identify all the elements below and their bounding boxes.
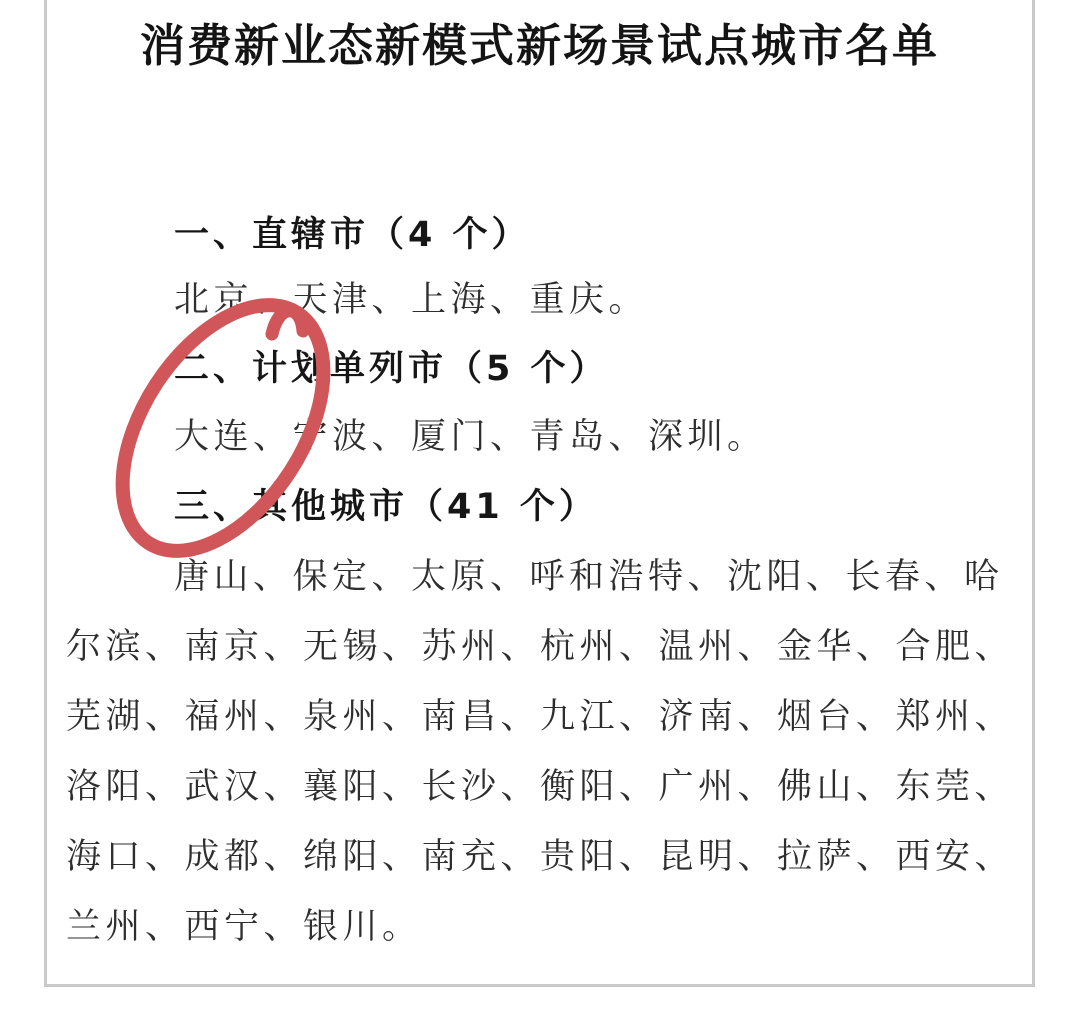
section-1-heading: 一、直辖市（4 个） bbox=[174, 215, 531, 255]
section-3-city-list-line-6: 兰州、西宁、银川。 bbox=[66, 907, 422, 946]
section-3-city-list-line-5: 海口、成都、绵阳、南充、贵阳、昆明、拉萨、西安、 bbox=[66, 837, 1015, 876]
document-page bbox=[44, 0, 1035, 987]
section-2-heading: 二、计划单列市（5 个） bbox=[174, 349, 609, 389]
section-1-city-list: 北京、天津、上海、重庆。 bbox=[174, 280, 649, 319]
section-3-city-list-line-2: 尔滨、南京、无锡、苏州、杭州、温州、金华、合肥、 bbox=[66, 627, 1015, 666]
section-3-city-list-line-4: 洛阳、武汉、襄阳、长沙、衡阳、广州、佛山、东莞、 bbox=[66, 767, 1015, 806]
section-3-city-list-line-1: 唐山、保定、太原、呼和浩特、沈阳、长春、哈 bbox=[174, 557, 1004, 596]
section-3-heading: 三、其他城市（41 个） bbox=[174, 487, 598, 527]
section-2-city-list: 大连、宁波、厦门、青岛、深圳。 bbox=[174, 417, 767, 456]
section-3-city-list-line-3: 芜湖、福州、泉州、南昌、九江、济南、烟台、郑州、 bbox=[66, 697, 1015, 736]
document-title: 消费新业态新模式新场景试点城市名单 bbox=[139, 21, 939, 71]
